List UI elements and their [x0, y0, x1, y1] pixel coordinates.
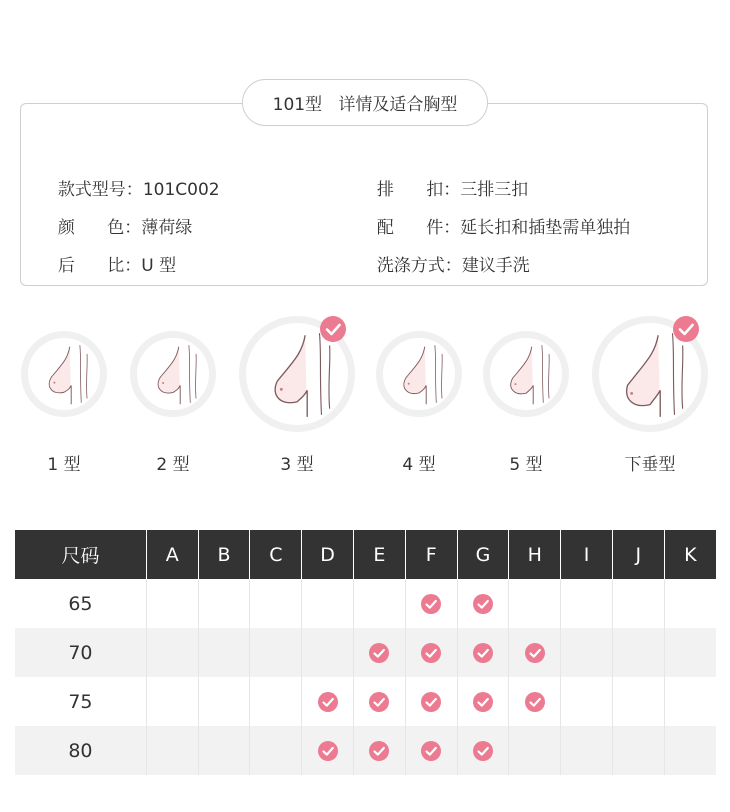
size-cell	[354, 628, 406, 677]
cup-header-i: I	[561, 530, 613, 579]
spec-color-label: 颜 色：	[57, 218, 142, 238]
size-cell	[612, 628, 664, 677]
size-cell	[509, 726, 561, 775]
cup-header-g: G	[457, 530, 509, 579]
available-check-icon	[318, 741, 338, 761]
size-cell	[612, 579, 664, 628]
cup-header-f: F	[405, 530, 457, 579]
size-cell	[509, 579, 561, 628]
size-table-header	[15, 530, 716, 579]
breast-silhouette-icon	[137, 338, 209, 410]
available-check-icon	[421, 643, 441, 663]
spec-wash-label: 洗涤方式：	[376, 256, 462, 276]
available-check-icon	[318, 692, 338, 712]
cup-header-e: E	[354, 530, 406, 579]
available-check-icon	[473, 692, 493, 712]
suitable-check-icon	[320, 316, 346, 342]
spec-model-label: 款式型号：	[57, 180, 143, 200]
size-cell	[612, 677, 664, 726]
breast-shape-label: 3 型	[280, 455, 314, 475]
band-size: 65	[15, 579, 146, 628]
size-cell	[250, 579, 302, 628]
size-cell	[509, 677, 561, 726]
breast-shape-label: 下垂型	[624, 455, 676, 475]
spec-back-value: U 型	[141, 256, 177, 276]
size-cell	[561, 628, 613, 677]
spec-hook-label: 排 扣：	[376, 180, 461, 200]
breast-shape-2	[130, 331, 216, 417]
available-check-icon	[473, 643, 493, 663]
size-cell	[250, 628, 302, 677]
spec-accessory-label: 配 件：	[376, 218, 461, 238]
breast-shape-4	[376, 331, 462, 417]
size-cell	[457, 726, 509, 775]
cup-header-b: B	[198, 530, 250, 579]
size-cell	[302, 726, 354, 775]
size-cell	[354, 579, 406, 628]
breast-silhouette-icon	[28, 338, 100, 410]
breast-shape-label: 1 型	[47, 455, 81, 475]
size-cell	[405, 628, 457, 677]
size-cell	[354, 726, 406, 775]
size-cell	[405, 677, 457, 726]
size-cell	[561, 579, 613, 628]
size-cell	[250, 677, 302, 726]
size-cell	[457, 628, 509, 677]
spec-accessory-value: 延长扣和插垫需单独拍	[460, 218, 631, 238]
size-table	[15, 530, 716, 775]
cup-header-a: A	[146, 530, 198, 579]
spec-back	[47, 230, 176, 278]
available-check-icon	[369, 692, 389, 712]
available-check-icon	[473, 594, 493, 614]
spec-hook-value: 三排三扣	[460, 180, 529, 200]
table-row	[15, 726, 716, 775]
spec-wash	[366, 230, 530, 278]
size-cell	[354, 677, 406, 726]
cup-header-c: C	[250, 530, 302, 579]
breast-shape-label: 5 型	[509, 455, 543, 475]
spec-color-value: 薄荷绿	[141, 218, 193, 238]
breast-shape-label: 2 型	[156, 455, 190, 475]
spec-back-label: 后 比：	[57, 256, 142, 276]
size-cell	[561, 677, 613, 726]
cup-header-h: H	[509, 530, 561, 579]
available-check-icon	[525, 692, 545, 712]
table-row	[15, 579, 716, 628]
available-check-icon	[473, 741, 493, 761]
available-check-icon	[421, 594, 441, 614]
breast-silhouette-icon	[490, 338, 562, 410]
size-cell	[302, 677, 354, 726]
size-cell	[561, 726, 613, 775]
spec-model-value: 101C002	[142, 180, 220, 200]
band-size: 80	[15, 726, 146, 775]
available-check-icon	[369, 741, 389, 761]
size-cell	[405, 726, 457, 775]
available-check-icon	[421, 692, 441, 712]
breast-shape-label: 4 型	[402, 455, 436, 475]
size-cell	[146, 579, 198, 628]
band-size: 70	[15, 628, 146, 677]
size-cell	[146, 628, 198, 677]
cup-header-d: D	[302, 530, 354, 579]
available-check-icon	[421, 741, 441, 761]
table-row	[15, 677, 716, 726]
size-cell	[612, 726, 664, 775]
breast-shape-5	[483, 331, 569, 417]
table-row	[15, 628, 716, 677]
breast-shape-1	[21, 331, 107, 417]
cup-header-k: K	[664, 530, 716, 579]
size-cell	[457, 579, 509, 628]
size-cell	[302, 579, 354, 628]
size-cell	[457, 677, 509, 726]
size-cell	[664, 726, 716, 775]
size-cell	[198, 579, 250, 628]
size-cell	[198, 677, 250, 726]
size-table-body	[15, 579, 716, 775]
size-corner-label: 尺码	[15, 530, 146, 579]
suitable-check-icon	[673, 316, 699, 342]
band-size: 75	[15, 677, 146, 726]
spec-wash-value: 建议手洗	[461, 256, 530, 276]
size-cell	[146, 677, 198, 726]
size-cell	[664, 579, 716, 628]
size-cell	[198, 726, 250, 775]
available-check-icon	[525, 643, 545, 663]
size-cell	[664, 628, 716, 677]
detail-title: 101型 详情及适合胸型	[242, 79, 488, 126]
size-cell	[664, 677, 716, 726]
breast-silhouette-icon	[383, 338, 455, 410]
cup-header-j: J	[612, 530, 664, 579]
size-cell	[405, 579, 457, 628]
size-cell	[302, 628, 354, 677]
size-cell	[509, 628, 561, 677]
size-cell	[250, 726, 302, 775]
size-cell	[146, 726, 198, 775]
size-cell	[198, 628, 250, 677]
available-check-icon	[369, 643, 389, 663]
